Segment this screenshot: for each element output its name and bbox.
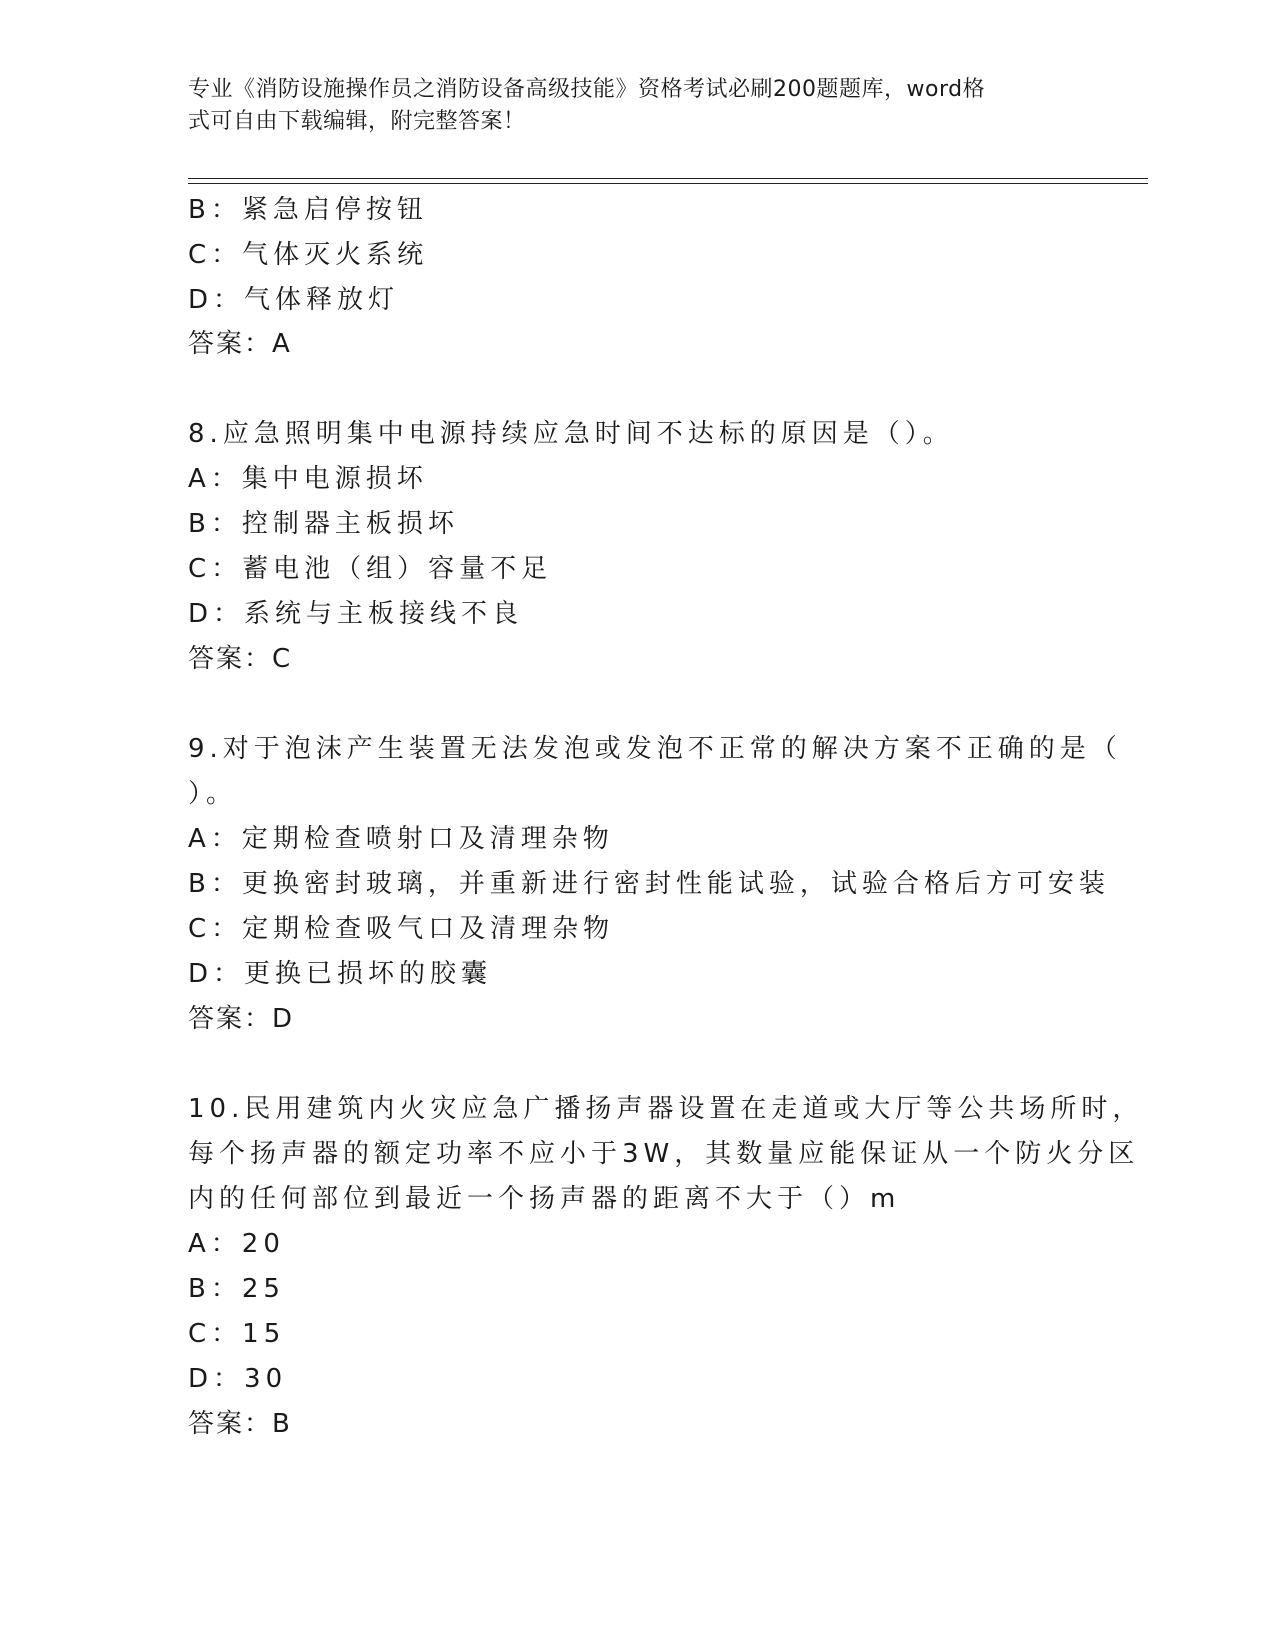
header-line-2: 式可自由下载编辑，附完整答案！ — [188, 109, 526, 134]
q7-answer: 答案：A — [188, 329, 292, 359]
q10-option-b: B：25 — [188, 1274, 285, 1304]
q10-option-c: C：15 — [188, 1319, 286, 1349]
q8-option-d: D：系统与主板接线不良 — [188, 599, 524, 629]
header-divider-top — [188, 178, 1148, 179]
q8-answer: 答案：C — [188, 644, 293, 674]
q8-option-b: B：控制器主板损坏 — [188, 509, 459, 539]
q10-answer: 答案：B — [188, 1409, 292, 1439]
q10-option-d: D：30 — [188, 1364, 288, 1394]
q8-option-c: C：蓄电池（组）容量不足 — [188, 554, 553, 584]
q9-option-a: A：定期检查喷射口及清理杂物 — [188, 824, 614, 854]
header-divider-bottom — [188, 183, 1148, 184]
q9-stem-line-2: ）。 — [188, 779, 238, 809]
q9-answer: 答案：D — [188, 1004, 295, 1034]
q10-stem-line-1: 10.民用建筑内火灾应急广播扬声器设置在走道或大厅等公共场所时， — [188, 1094, 1144, 1124]
q9-stem-line-1: 9.对于泡沫产生装置无法发泡或发泡不正常的解决方案不正确的是（ — [188, 734, 1122, 764]
q9-option-c: C：定期检查吸气口及清理杂物 — [188, 914, 615, 944]
document-header — [188, 74, 1068, 138]
q8-stem: 8.应急照明集中电源持续应急时间不达标的原因是（）。 — [188, 419, 954, 449]
header-line-1: 专业《消防设施操作员之消防设备高级技能》资格考试必刷200题题库，word格 — [188, 77, 986, 102]
q10-option-a: A：20 — [188, 1229, 285, 1259]
q10-stem-line-2: 每个扬声器的额定功率不应小于3W，其数量应能保证从一个防火分区 — [188, 1139, 1140, 1169]
q7-option-d: D：气体释放灯 — [188, 285, 400, 315]
q8-option-a: A：集中电源损坏 — [188, 464, 428, 494]
q9-option-d: D：更换已损坏的胶囊 — [188, 959, 493, 989]
q9-option-b: B：更换密封玻璃，并重新进行密封性能试验，试验合格后方可安装 — [188, 869, 1110, 899]
q7-option-c: C：气体灭火系统 — [188, 240, 429, 270]
q10-stem-line-3: 内的任何部位到最近一个扬声器的距离不大于（）m — [188, 1184, 901, 1214]
q7-option-b: B：紧急启停按钮 — [188, 195, 428, 225]
